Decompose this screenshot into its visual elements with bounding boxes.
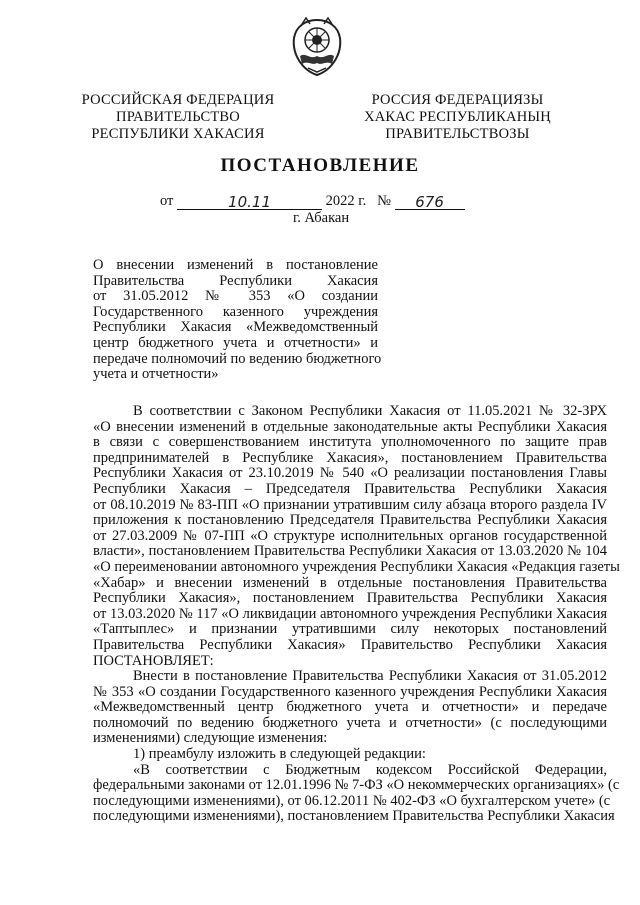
body-line: полномочий по ведению бюджетного учета и отчетности» (с последующими [93, 714, 607, 731]
document-title: ПОСТАНОВЛЕНИЕ [220, 155, 420, 176]
from-label: от [160, 193, 174, 209]
body-line: «О внесении изменений в отдельные законодательные акты Республики Хакасия [93, 418, 607, 435]
body-line: «Таптыплес» и признании утратившими силу некоторых постановлений [93, 621, 607, 638]
subject-line: от 31.05.2012 № 353 «О создании [93, 288, 378, 305]
subject-line: передаче полномочий по ведению бюджетного [93, 350, 382, 367]
subject-line: Правительства Республики Хакасия [93, 272, 378, 289]
date-blank [177, 193, 322, 210]
body-line: федеральными законами от 12.01.1996 № 7-ФЗ «О некоммерческих организациях» (с [93, 777, 620, 794]
subject-block [93, 257, 382, 383]
body-line: Правительства Республики Хакасия» Правительство Республики Хакасия [93, 636, 607, 653]
handwritten-number: 676 [415, 193, 444, 211]
body-line: 1) преамбулу изложить в следующей редакции: [133, 746, 426, 763]
body-line: от 08.10.2019 № 83-ПП «О признании утратившим силу абзаца второго раздела IV [93, 496, 607, 513]
date-number-line [160, 193, 465, 210]
body-line: «Хабар» и внесении изменений в отдельные постановления Правительства [93, 574, 607, 591]
header-left-line: РОССИЙСКАЯ ФЕДЕРАЦИЯ [81, 92, 275, 108]
body-line: власти», постановлением Правительства Республики Хакасия от 13.03.2020 № 104 [93, 543, 607, 560]
body-line: от 13.03.2020 № 117 «О ликвидации автономного учреждения Республики Хакасия [93, 605, 607, 622]
body-line: «В соответствии с Бюджетным кодексом Российской Федерации, [133, 761, 607, 778]
body-line: предпринимателей в Республике Хакасия», постановлением Правительства [93, 449, 607, 466]
header-left-line: РЕСПУБЛИКИ ХАКАСИЯ [91, 126, 265, 142]
body-line: от 27.03.2009 № 07-ПП «О структуре исполнительных органов государственной [93, 527, 607, 544]
coat-of-arms-emblem [288, 16, 346, 78]
body-line: последующими изменениями), постановлением Правительства Республики Хакасия [93, 808, 615, 825]
body-line: последующими изменениями), от 06.12.2011 № 402-ФЗ «О бухгалтерском учете» (с [93, 792, 611, 809]
body-line: В соответствии с Законом Республики Хакасия от 11.05.2021 № 32-ЗРХ [133, 403, 607, 419]
header-right-line: РОССИЯ ФЕДЕРАЦИЯЗЫ [371, 92, 544, 108]
body-line: Республики Хакасия от 23.10.2019 № 540 «О реализации постановления Главы [93, 465, 607, 482]
header-left-line: ПРАВИТЕЛЬСТВО [116, 109, 240, 125]
body-text [93, 403, 620, 825]
body-line: Республики Хакасия», постановлением Правительства Республики Хакасия [93, 590, 607, 607]
body-line: в связи с совершенствованием института уполномоченного по защите прав [93, 434, 607, 451]
body-line: № 353 «О создании Государственного казенного учреждения Республики Хакасия [93, 683, 607, 700]
year-label: 2022 г. [325, 193, 367, 209]
subject-line: О внесении изменений в постановление [93, 257, 378, 273]
body-line: «О переименовании автономного учреждения Республики Хакасия «Редакция газеты [93, 558, 620, 575]
city-label: г. Абакан [293, 210, 350, 226]
body-line: ПОСТАНОВЛЯЕТ: [93, 652, 214, 669]
body-line: приложения к постановлению Председателя Правительства Республики Хакасия [93, 512, 607, 529]
subject-line: центр бюджетного учета и отчетности» и [93, 334, 378, 351]
body-line: «Межведомственный центр бюджетного учета и отчетности» и передаче [93, 699, 607, 716]
header-right-line: ПРАВИТЕЛЬСТВОЗЫ [385, 126, 530, 142]
body-line: изменениями) следующие изменения: [93, 730, 328, 747]
number-label: № [377, 193, 391, 209]
header-left-block [78, 92, 278, 143]
handwritten-date: 10.11 [228, 193, 271, 211]
body-line: Внести в постановление Правительства Республики Хакасия от 31.05.2012 [133, 668, 607, 685]
subject-line: Государственного казенного учреждения [93, 303, 378, 320]
number-blank [395, 193, 465, 210]
subject-line: Республики Хакасия «Межведомственный [93, 319, 378, 336]
body-line: Республики Хакасия – Председателя Правительства Республики Хакасия [93, 480, 607, 497]
subject-line: учета и отчетности» [93, 366, 219, 383]
header-right-block [355, 92, 560, 143]
header-right-line: ХАКАС РЕСПУБЛИКАНЫҢ [364, 109, 551, 125]
